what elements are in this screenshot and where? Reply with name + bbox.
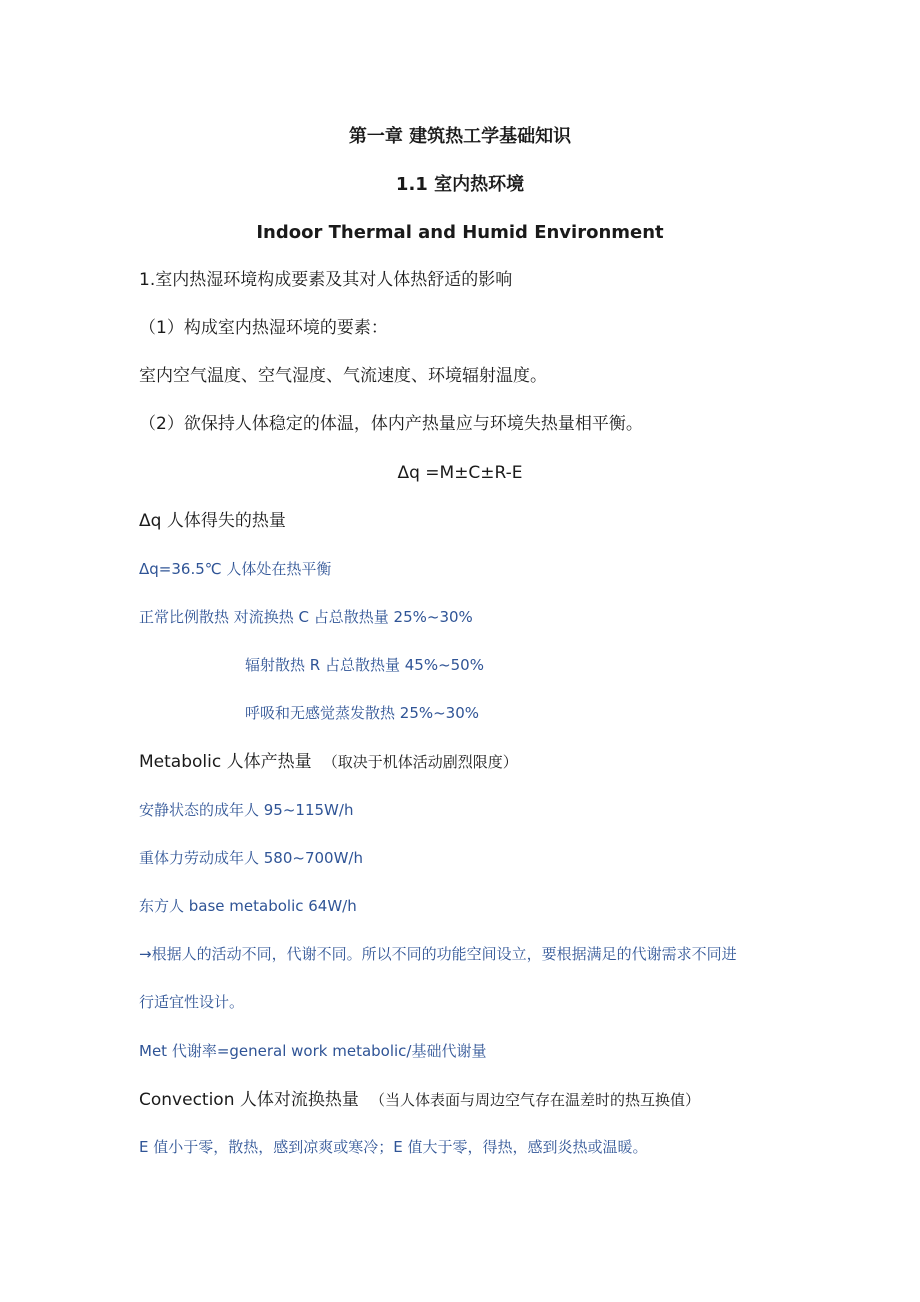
e-value-note: E 值小于零，散热，感到凉爽或寒冷；E 值大于零，得热，感到炎热或温暖。 xyxy=(139,1138,648,1156)
heat-balance-formula: Δq =M±C±R-E xyxy=(397,463,523,483)
metabolic-label: Metabolic 人体产热量 xyxy=(139,752,312,772)
paragraph-3: 室内空气温度、空气湿度、气流速度、环境辐射温度。 xyxy=(139,366,547,386)
paragraph-4: （2）欲保持人体稳定的体温，体内产热量应与环境失热量相平衡。 xyxy=(139,414,643,434)
paragraph-1: 1.室内热湿环境构成要素及其对人体热舒适的影响 xyxy=(139,270,513,290)
metabolic-line-1: 安静状态的成年人 95~115W/h xyxy=(139,801,354,819)
convection-label: Convection 人体对流换热量 xyxy=(139,1090,359,1110)
convection-paren: （当人体表面与周边空气存在温差时的热互换值） xyxy=(369,1091,700,1109)
arrow-line-2: 行适宜性设计。 xyxy=(139,993,245,1011)
dq-note: Δq=36.5℃ 人体处在热平衡 xyxy=(139,560,332,578)
convection-heading xyxy=(139,1092,700,1109)
arrow-line-1: →根据人的活动不同，代谢不同。所以不同的功能空间设立，要根据满足的代谢需求不同进 xyxy=(139,945,737,963)
metabolic-heading xyxy=(139,754,518,771)
metabolic-paren: （取决于机体活动剧烈限度） xyxy=(322,753,518,771)
metabolic-line-2: 重体力劳动成年人 580~700W/h xyxy=(139,849,363,867)
metabolic-line-3: 东方人 base metabolic 64W/h xyxy=(139,897,357,915)
ratio-line-1: 正常比例散热 对流换热 C 占总散热量 25%~30% xyxy=(139,608,473,626)
met-definition: Met 代谢率=general work metabolic/基础代谢量 xyxy=(139,1042,487,1060)
ratio-line-3: 呼吸和无感觉蒸发散热 25%~30% xyxy=(245,704,480,722)
dq-label: Δq 人体得失的热量 xyxy=(139,511,286,531)
ratio-line-2: 辐射散热 R 占总散热量 45%~50% xyxy=(245,656,484,674)
section-title-english: Indoor Thermal and Humid Environment xyxy=(256,222,664,243)
chapter-title: 第一章 建筑热工学基础知识 xyxy=(348,126,572,147)
paragraph-2: （1）构成室内热湿环境的要素： xyxy=(139,318,388,338)
section-title: 1.1 室内热环境 xyxy=(395,174,525,195)
